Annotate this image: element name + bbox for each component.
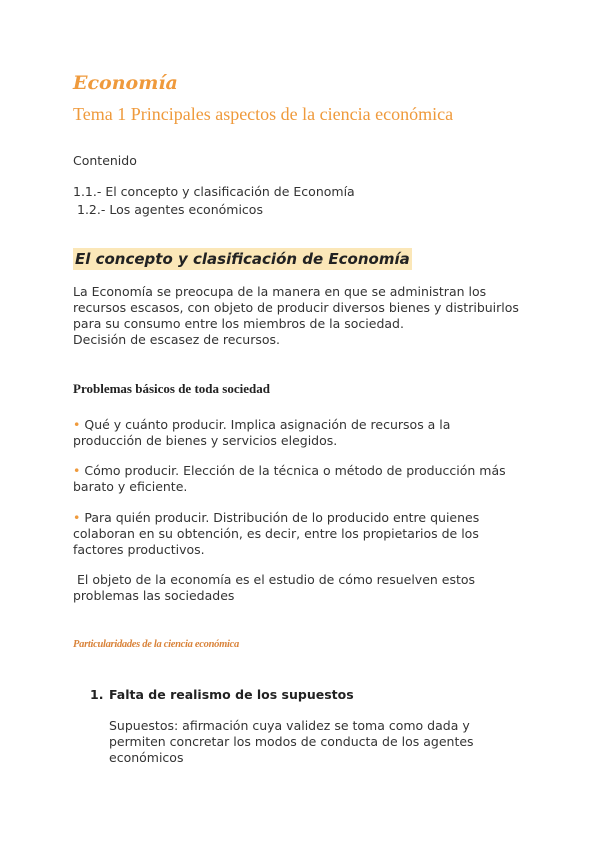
toc-label: Contenido <box>73 153 137 168</box>
paragraph-line: recursos escasos, con objeto de producir diversos bienes y distribuirlos <box>73 300 519 315</box>
section-heading-highlighted: El concepto y clasificación de Economía <box>75 250 410 268</box>
bullet-line: Qué y cuánto producir. Implica asignación de recursos a la <box>84 417 451 432</box>
bullet-line: producción de bienes y servicios elegidos. <box>73 433 338 448</box>
list-item-description <box>109 718 509 766</box>
bullet-line: colaboran en su obtención, es decir, entre los propietarios de los <box>73 526 479 541</box>
particularidades-heading: Particularidades de la ciencia económica <box>73 639 239 650</box>
list-item-label: Falta de realismo de los supuestos <box>109 687 354 702</box>
paragraph-line: Decisión de escasez de recursos. <box>73 332 280 347</box>
bullet-line: factores productivos. <box>73 542 205 557</box>
toc-item: 1.2.- Los agentes económicos <box>77 202 263 217</box>
paragraph-line: La Economía se preocupa de la manera en que se administran los <box>73 284 487 299</box>
paragraph-line: problemas las sociedades <box>73 588 235 603</box>
bullet-line: Para quién producir. Distribución de lo producido entre quienes <box>84 510 480 525</box>
paragraph-line: para su consumo entre los miembros de la sociedad. <box>73 316 404 331</box>
paragraph-line: económicos <box>109 750 184 765</box>
document-title: Economía <box>73 72 178 94</box>
document-subtitle: Tema 1 Principales aspectos de la ciencia económica <box>73 104 454 124</box>
problems-heading: Problemas básicos de toda sociedad <box>73 381 270 396</box>
bullet-line: barato y eficiente. <box>73 479 188 494</box>
bullet-line: Cómo producir. Elección de la técnica o método de producción más <box>84 463 506 478</box>
conclusion-paragraph <box>73 572 543 604</box>
bullet-icon: • <box>73 463 81 478</box>
bullet-item <box>73 510 543 558</box>
bullet-item <box>73 463 543 495</box>
bullet-icon: • <box>73 417 81 432</box>
paragraph-line: Supuestos: afirmación cuya validez se toma como dada y <box>109 718 470 733</box>
bullet-item <box>73 417 543 449</box>
list-number: 1. <box>90 687 104 702</box>
bullet-icon: • <box>73 510 81 525</box>
paragraph-line: El objeto de la economía es el estudio de cómo resuelven estos <box>73 572 476 587</box>
paragraph-line: permiten concretar los modos de conducta de los agentes <box>109 734 474 749</box>
section-paragraph <box>73 284 543 348</box>
toc-item: 1.1.- El concepto y clasificación de Economía <box>73 184 355 199</box>
